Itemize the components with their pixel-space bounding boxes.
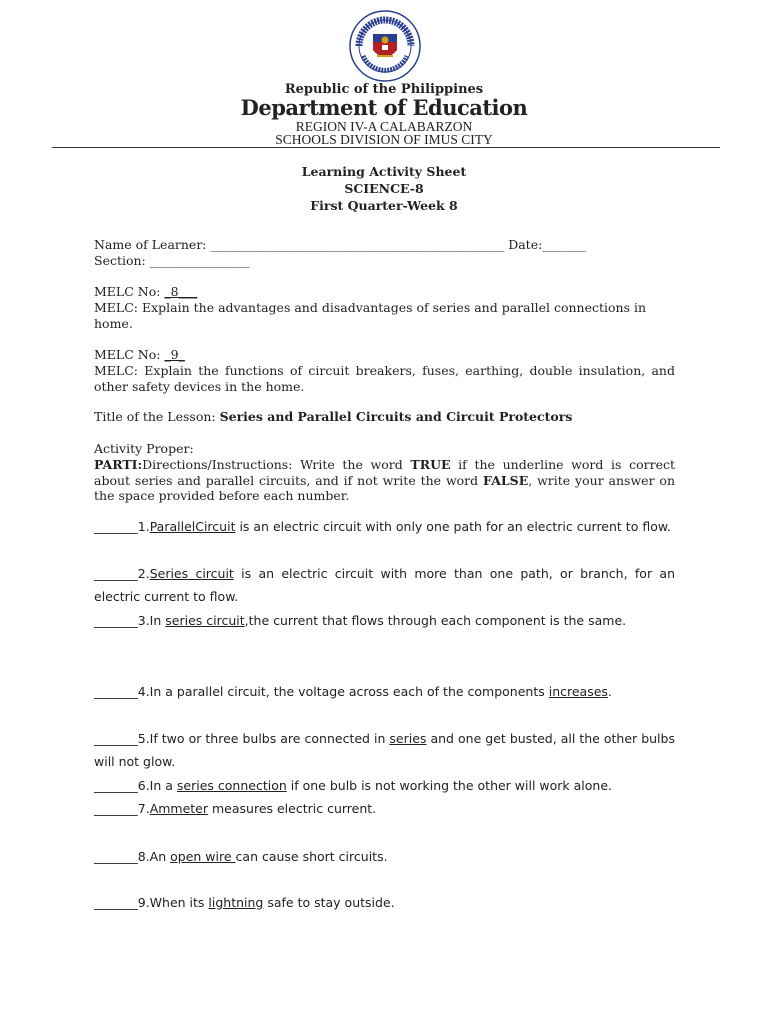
quarter-week: First Quarter-Week 8 xyxy=(310,198,458,213)
true-keyword: TRUE xyxy=(410,457,451,472)
answer-blank[interactable]: _______9.When its xyxy=(94,895,209,910)
directions-text-1: Directions/Instructions: Write the word xyxy=(142,457,411,472)
region-heading: REGION IV-A CALABARZON xyxy=(295,119,473,134)
underlined-term: lightning xyxy=(208,895,264,910)
underlined-term: open wire xyxy=(170,849,236,864)
question-text: is an electric circuit with only one path for an electric current to flow. xyxy=(235,519,671,534)
question-text: . xyxy=(607,684,612,699)
question-text: is an electric circuit with more than one path, or branch, for an electric current to flow. xyxy=(94,566,675,604)
underlined-term: Series circuit xyxy=(149,566,234,581)
deped-letterhead xyxy=(0,0,768,150)
answer-blank[interactable]: _______8.An xyxy=(94,849,171,864)
lesson-title-row xyxy=(94,409,675,425)
melc-2-text: MELC: Explain the functions of circuit breakers, fuses, earthing, double insulation, and other safety devices in the home. xyxy=(94,363,675,394)
question-2 xyxy=(94,562,675,608)
underlined-term: series connection xyxy=(176,778,287,793)
section-label: Section: xyxy=(94,253,150,268)
date-field[interactable]: _______ xyxy=(542,237,587,252)
question-6 xyxy=(94,774,675,797)
lesson-title: Series and Parallel Circuits and Circuit Protectors xyxy=(219,409,573,424)
learner-name-label: Name of Learner: xyxy=(94,237,211,252)
directions-text-2: if the underline word is correct about series and parallel circuits, and if not write the word xyxy=(94,457,675,488)
melc-no-value: _8___ xyxy=(164,284,198,299)
answer-blank[interactable]: _______1. xyxy=(94,519,150,534)
lesson-title-label: Title of the Lesson: xyxy=(94,409,220,424)
header-divider xyxy=(52,147,720,148)
date-label: Date: xyxy=(504,237,543,252)
republic-heading: Republic of the Philippines xyxy=(284,82,484,97)
melc-1-number-row xyxy=(94,284,675,300)
learner-name-row xyxy=(94,237,675,253)
learner-name-field[interactable]: _______________________________________________ xyxy=(210,237,505,252)
question-1 xyxy=(94,515,675,538)
melc-no-label: MELC No: xyxy=(94,347,165,362)
division-heading: SCHOOLS DIVISION OF IMUS CITY xyxy=(275,132,493,147)
question-text: measures electric current. xyxy=(208,801,377,816)
answer-blank[interactable]: _______4.In a parallel circuit, the voltage across each of the components xyxy=(94,684,549,699)
sheet-title: Learning Activity Sheet xyxy=(301,164,467,179)
question-4 xyxy=(94,680,675,703)
question-text: safe to stay outside. xyxy=(263,895,395,910)
underlined-term: Ammeter xyxy=(149,801,209,816)
answer-blank[interactable]: _______3.In xyxy=(94,613,166,628)
department-heading: Department of Education xyxy=(240,95,528,120)
melc-2-number-row xyxy=(94,347,675,363)
question-text: if one bulb is not working the other will work alone. xyxy=(286,778,612,793)
melc-1-text: MELC: Explain the advantages and disadvantages of series and parallel connections in home. xyxy=(94,300,647,331)
question-text: can cause short circuits. xyxy=(235,849,388,864)
directions-paragraph xyxy=(94,457,675,504)
melc-no-value: _9_ xyxy=(164,347,185,362)
subject-title: SCIENCE-8 xyxy=(344,181,424,196)
underlined-term: increases xyxy=(548,684,608,699)
sheet-title-block xyxy=(0,163,768,214)
directions-text-3: , write your answer on the space provided before each number. xyxy=(94,472,675,503)
answer-blank[interactable]: _______2. xyxy=(94,566,150,581)
question-text: and one get busted, all the other bulbs will not glow. xyxy=(94,731,675,769)
underlined-term: ParallelCircuit xyxy=(149,519,236,534)
answer-blank[interactable]: _______5.If two or three bulbs are connected in xyxy=(94,731,390,746)
underlined-term: series xyxy=(389,731,427,746)
activity-proper-label: Activity Proper: xyxy=(94,441,194,456)
answer-blank[interactable]: _______7. xyxy=(94,801,150,816)
section-row xyxy=(94,253,675,269)
question-9 xyxy=(94,891,675,914)
answer-blank[interactable]: _______6.In a xyxy=(94,778,177,793)
question-5 xyxy=(94,727,675,773)
question-7 xyxy=(94,797,675,820)
part-label: PARTI: xyxy=(94,457,143,472)
section-field[interactable]: ________________ xyxy=(149,253,250,268)
question-text: ,the current that flows through each component is the same. xyxy=(244,613,627,628)
question-8 xyxy=(94,845,675,868)
question-3 xyxy=(94,609,675,632)
false-keyword: FALSE xyxy=(483,472,529,488)
deped-seal-icon xyxy=(349,10,421,82)
melc-no-label: MELC No: xyxy=(94,284,165,299)
underlined-term: series circuit xyxy=(165,613,245,628)
